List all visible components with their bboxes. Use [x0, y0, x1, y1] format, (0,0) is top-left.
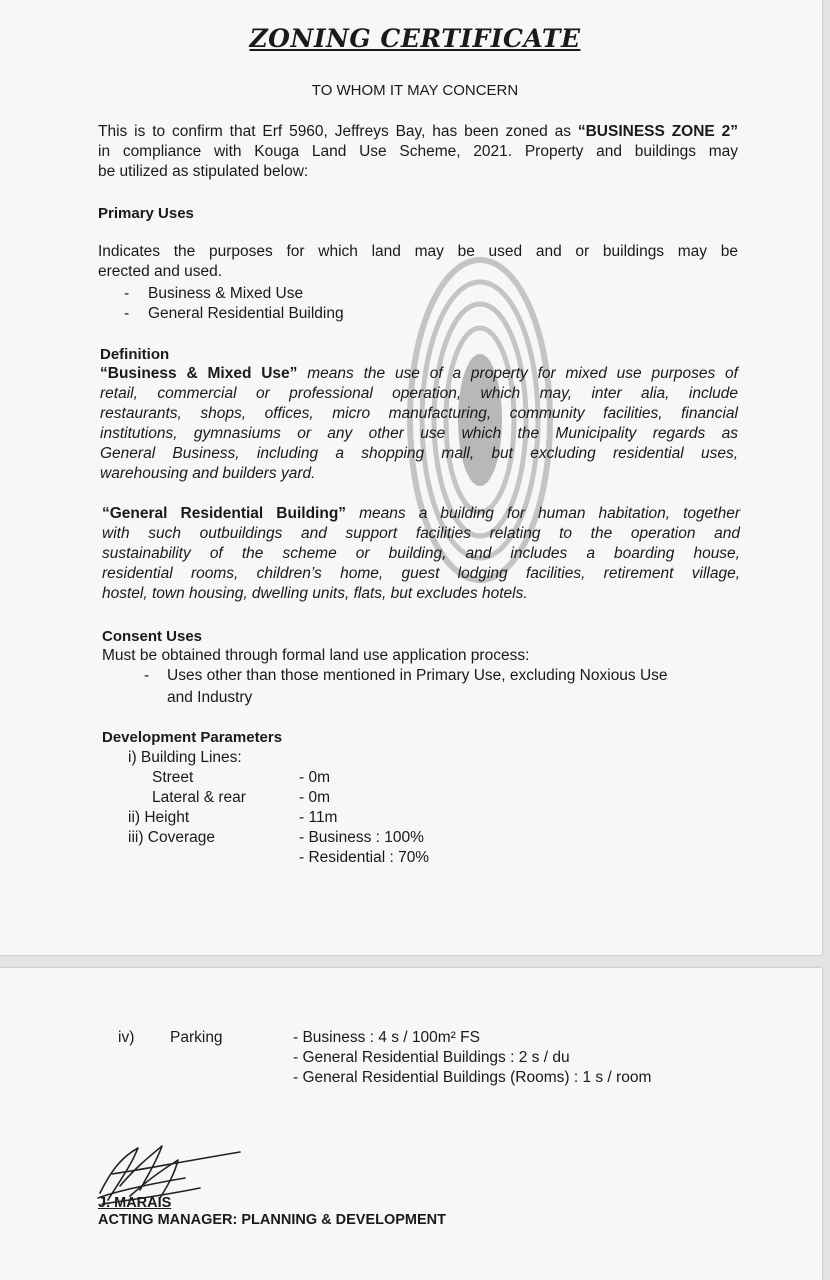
coverage-business-value: - Business : 100% — [299, 829, 424, 846]
primary-uses-desc-1: Indicates the purposes for which land may be used and or buildings may be — [98, 243, 738, 260]
consent-uses-desc: Must be obtained through formal land use application process: — [102, 647, 530, 664]
business-definition-line-6: warehousing and builders yard. — [100, 465, 316, 482]
business-definition-line-5: General Business, including a shopping mall, but excluding residential uses, — [100, 445, 738, 462]
salutation: TO WHOM IT MAY CONCERN — [311, 82, 519, 99]
certificate-page-2 — [0, 968, 822, 1280]
parking-label: Parking — [170, 1029, 223, 1046]
parking-value: - General Residential Buildings (Rooms) : 1 s / room — [293, 1069, 652, 1086]
list-bullet: - — [124, 285, 130, 302]
consent-use-item-line-1: Uses other than those mentioned in Primary Use, excluding Noxious Use — [167, 667, 668, 684]
development-parameters-heading: Development Parameters — [102, 729, 283, 746]
definition-heading: Definition — [100, 346, 170, 363]
height-value: - 11m — [299, 809, 338, 826]
street-value: - 0m — [299, 769, 330, 786]
coverage-label: iii) Coverage — [128, 829, 216, 846]
parking-value: - Business : 4 s / 100m² FS — [293, 1029, 480, 1046]
business-definition-line-2: retail, commercial or professional operation, which may, inter alia, include — [100, 385, 738, 402]
lateral-value: - 0m — [299, 789, 330, 806]
business-definition-line-1: “Business & Mixed Use” means the use of a property for mixed use purposes of — [100, 365, 738, 382]
residential-definition-line-1: “General Residential Building” means a building for human habitation, together — [102, 505, 741, 522]
intro-line-3: be utilized as stipulated below: — [98, 163, 309, 180]
building-lines-label: i) Building Lines: — [128, 749, 242, 766]
residential-definition-line-4: residential rooms, children’s home, guest lodging facilities, retirement village, — [102, 565, 740, 582]
primary-use-item: Business & Mixed Use — [148, 285, 304, 302]
list-bullet: - — [144, 667, 150, 684]
consent-uses-heading: Consent Uses — [102, 628, 203, 645]
parking-value: - General Residential Buildings : 2 s / du — [293, 1049, 570, 1066]
primary-uses-desc-2: erected and used. — [98, 263, 223, 280]
intro-line-2: in compliance with Kouga Land Use Scheme, 2021. Property and buildings may — [98, 143, 738, 160]
consent-use-item-line-2: and Industry — [167, 689, 253, 706]
document-title: ZONING CERTIFICATE — [249, 24, 581, 53]
signatory-position: ACTING MANAGER: PLANNING & DEVELOPMENT — [98, 1212, 446, 1228]
coverage-residential-value: - Residential : 70% — [299, 849, 430, 866]
residential-definition-line-3: sustainability of the scheme or building, and includes a boarding house, — [102, 545, 740, 562]
business-definition-line-4: institutions, gymnasiums or any other use which the Municipality regards as — [100, 425, 738, 442]
lateral-label: Lateral & rear — [152, 789, 246, 806]
parking-number: iv) — [118, 1029, 135, 1046]
residential-definition-line-5: hostel, town housing, dwelling units, flats, but excludes hotels. — [102, 585, 528, 602]
primary-use-item: General Residential Building — [148, 305, 344, 322]
business-definition-line-3: restaurants, shops, offices, micro manufacturing, community facilities, financial — [100, 405, 738, 422]
list-bullet: - — [124, 305, 130, 322]
primary-uses-heading: Primary Uses — [98, 205, 194, 222]
signatory-name: J. MARAIS — [98, 1195, 172, 1211]
intro-line-1: This is to confirm that Erf 5960, Jeffreys Bay, has been zoned as “BUSINESS ZONE 2” — [98, 123, 738, 140]
height-label: ii) Height — [128, 809, 190, 826]
street-label: Street — [152, 769, 194, 786]
residential-definition-line-2: with such outbuildings and support facilities relating to the operation and — [102, 525, 740, 542]
